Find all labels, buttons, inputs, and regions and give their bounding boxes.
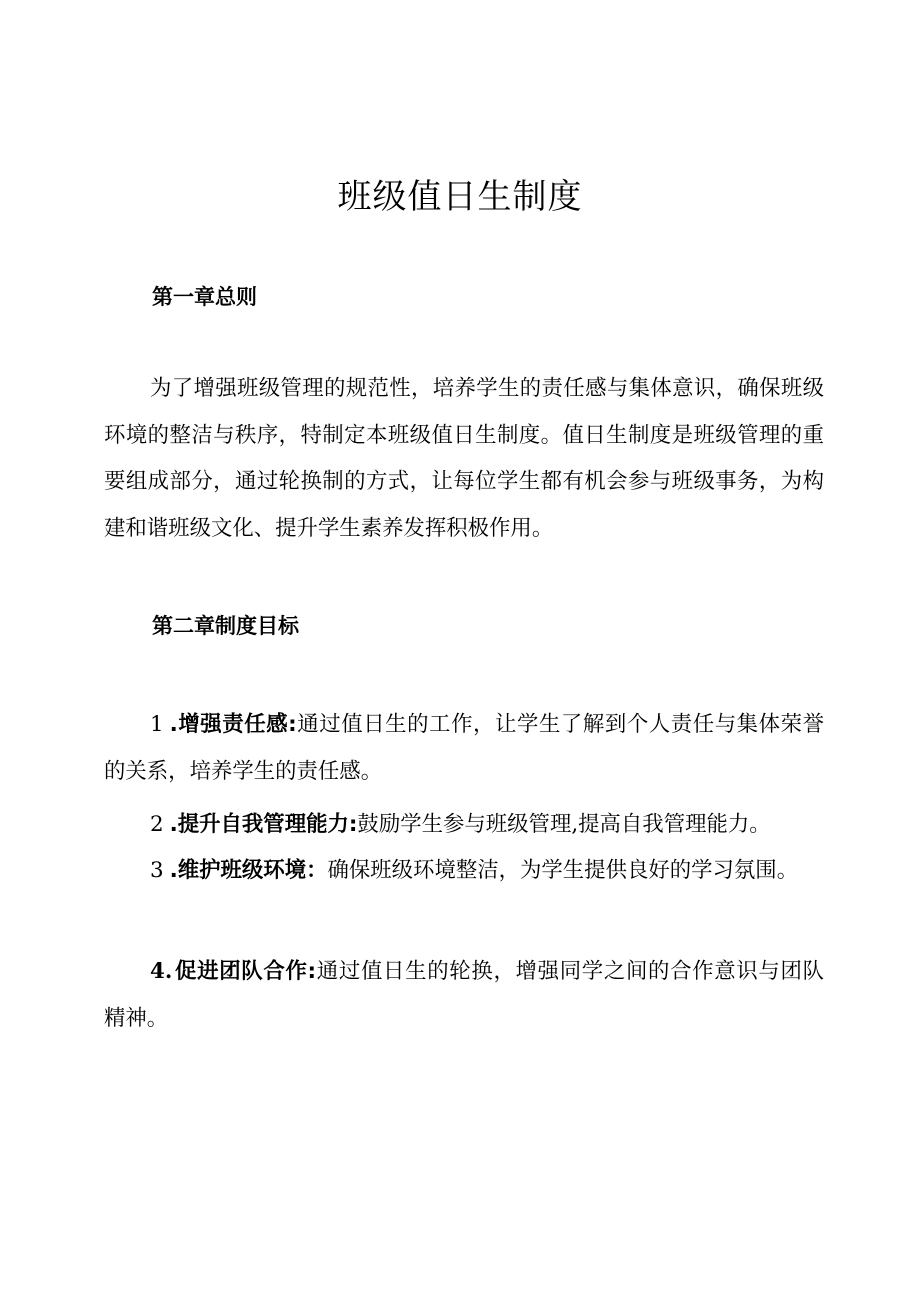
goal-item-lead: .增强责任感:	[169, 712, 297, 737]
goal-item-lead: .维护班级环境：	[169, 858, 328, 883]
goal-item-lead: 促进团队合作:	[174, 959, 317, 984]
document-title: 班级值日生制度	[337, 177, 583, 217]
goal-item-2	[104, 802, 824, 849]
chapter-1-paragraph: 为了增强班级管理的规范性，培养学生的责任感与集体意识，确保班级环境的整洁与秩序，特制定本班级值日生制度。值日生制度是班级管理的重要组成部分，通过轮换制的方式，让每位学生都有机会参与班级事务，为构建和谐班级文化、提升学生素养发挥积极作用。	[104, 376, 824, 541]
goal-item-text: 确保班级环境整洁，为学生提供良好的学习氛围。	[327, 858, 799, 883]
goal-item-number: 1	[150, 712, 164, 737]
goal-item-lead: .提升自我管理能力:	[169, 812, 358, 837]
chapter-1-heading: 第一章总则	[152, 285, 257, 309]
goal-item-text: 鼓励学生参与班级管理,提高自我管理能力。	[357, 812, 771, 837]
goal-item-number: 4.	[150, 959, 173, 984]
goal-item-4	[104, 949, 824, 1042]
goal-item-number: 2	[150, 812, 164, 837]
goal-item-3	[104, 848, 824, 895]
goal-item-text: 通过值日生的工作，让学生了解到个人责任与集体荣誉的关系，培养学生的责任感。	[104, 712, 824, 784]
chapter-2-heading: 第二章制度目标	[152, 614, 299, 638]
goal-item-text: 通过值日生的轮换，增强同学之间的合作意识与团队精神。	[104, 959, 824, 1031]
goal-item-1	[104, 702, 824, 795]
goal-item-number: 3	[150, 858, 164, 883]
